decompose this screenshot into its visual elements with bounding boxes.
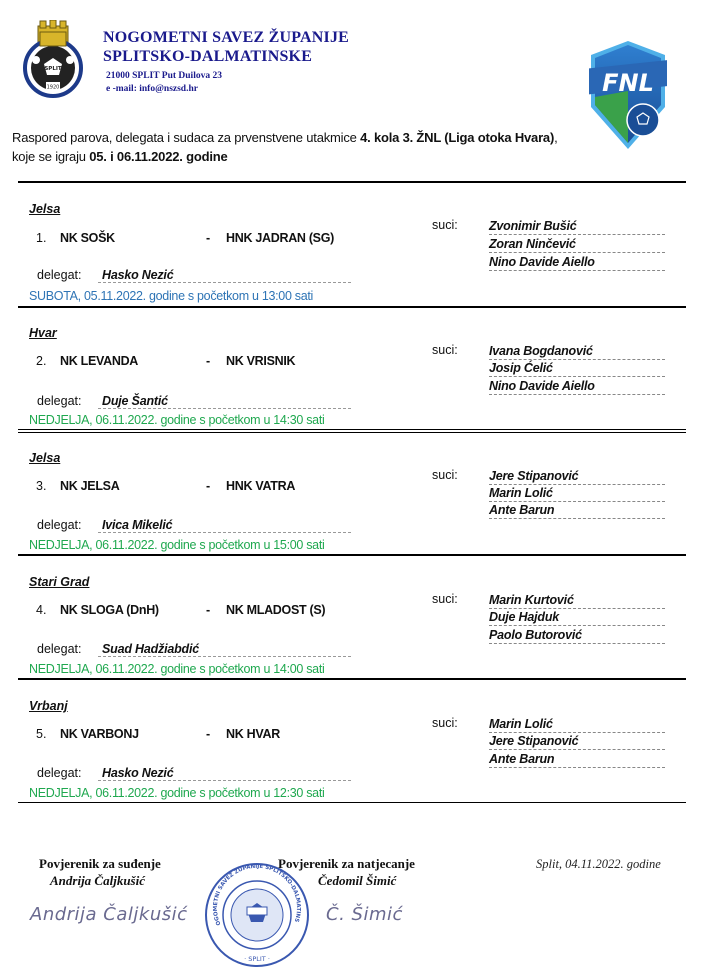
match-number: 3. [36, 479, 47, 493]
match-number: 5. [36, 727, 47, 741]
referee-name: Jere Stipanović [489, 468, 665, 485]
intro-round-league: 4. kola 3. ŽNL (Liga otoka Hvara) [360, 130, 555, 145]
referee-commissioner-name: Andrija Čaljkušić [50, 873, 145, 888]
match-separator: - [206, 354, 211, 368]
stamp-city: · SPLIT · [244, 955, 270, 963]
referees-label: suci: [432, 716, 458, 730]
referee-name: Jere Stipanović [489, 733, 665, 750]
intro-dates: 05. i 06.11.2022. godine [89, 149, 228, 164]
divider [18, 554, 686, 556]
away-team: HNK JADRAN (SG) [226, 231, 335, 245]
divider [18, 678, 686, 680]
away-team: NK VRISNIK [226, 354, 296, 368]
referee-name: Zoran Ninčević [489, 236, 665, 253]
referee-name: Ante Barun [489, 751, 665, 768]
home-team: NK LEVANDA [60, 354, 139, 368]
fnl-league-logo [583, 35, 673, 155]
crest-text: SPLIT [44, 66, 62, 72]
referee-commissioner-signature: Andrija Čaljkušić [30, 904, 188, 925]
match-venue: Vrbanj [29, 699, 68, 713]
organization-name [103, 28, 349, 66]
delegate-label: delegat: [37, 518, 82, 532]
stamp-text: OGOMETNI SAVEZ ŽUPANIJE SPLITSKO-DALMATINS [212, 863, 302, 927]
delegate-label: delegat: [37, 394, 82, 408]
home-team: NK SLOGA (DnH) [60, 603, 159, 617]
delegate-label: delegat: [37, 642, 82, 656]
match-venue: Jelsa [29, 451, 61, 465]
place-and-date: Split, 04.11.2022. godine [536, 857, 661, 871]
competition-commissioner-title: Povjerenik za natjecanje [278, 856, 415, 871]
match-venue: Stari Grad [29, 575, 90, 589]
delegate-name: Duje Šantić [98, 393, 351, 409]
referee-name: Nino Davide Aiello [489, 378, 665, 395]
match-number: 4. [36, 603, 47, 617]
home-team: NK VARBONJ [60, 727, 139, 741]
referee-name: Marin Kurtović [489, 592, 665, 609]
match-separator: - [206, 231, 211, 245]
match-separator: - [206, 603, 211, 617]
home-team: NK JELSA [60, 479, 120, 493]
referees-label: suci: [432, 468, 458, 482]
match-separator: - [206, 727, 211, 741]
competition-commissioner-signature: Č. Šimić [326, 904, 403, 925]
delegate-name: Hasko Nezić [98, 267, 351, 283]
referee-name: Ivana Bogdanović [489, 343, 665, 360]
referee-name: Zvonimir Bušić [489, 218, 665, 235]
referee-commissioner-title: Povjerenik za suđenje [39, 856, 161, 871]
referee-name: Paolo Butorović [489, 627, 665, 644]
home-team: NK SOŠK [60, 231, 115, 245]
divider-bottom [18, 802, 686, 803]
match-datetime: NEDJELJA, 06.11.2022. godine s početkom u 15:00 sati [29, 538, 325, 552]
referee-name: Ante Barun [489, 502, 665, 519]
intro-text-1: Raspored parova, delegata i sudaca za prvenstvene utakmice [12, 130, 361, 145]
delegate-name: Ivica Mikelić [98, 517, 351, 533]
organization-address: 21000 SPLIT Put Duilova 23 [106, 71, 222, 81]
away-team: NK MLADOST (S) [226, 603, 326, 617]
organization-name-line2: SPLITSKO-DALMATINSKE [103, 48, 313, 65]
divider [18, 306, 686, 308]
delegate-label: delegat: [37, 766, 82, 780]
referee-name: Duje Hajduk [489, 609, 665, 626]
referee-name: Nino Davide Aiello [489, 254, 665, 271]
official-stamp [202, 857, 312, 969]
match-datetime: NEDJELJA, 06.11.2022. godine s početkom u 14:00 sati [29, 662, 325, 676]
divider-top [18, 181, 686, 183]
delegate-name: Hasko Nezić [98, 765, 351, 781]
match-datetime: SUBOTA, 05.11.2022. godine s početkom u 13:00 sati [29, 289, 314, 303]
organization-name-line1: NOGOMETNI SAVEZ ŽUPANIJE [103, 29, 350, 46]
match-number: 1. [36, 231, 47, 245]
competition-commissioner-name: Čedomil Šimić [318, 873, 397, 888]
referees-label: suci: [432, 218, 458, 232]
match-number: 2. [36, 354, 47, 368]
intro-paragraph [12, 128, 572, 166]
crest-year: 1920 [46, 84, 60, 91]
referees-label: suci: [432, 343, 458, 357]
match-datetime: NEDJELJA, 06.11.2022. godine s početkom u 12:30 sati [29, 786, 325, 800]
federation-crest-logo [18, 20, 88, 100]
delegate-label: delegat: [37, 268, 82, 282]
match-datetime: NEDJELJA, 06.11.2022. godine s početkom u 14:30 sati [29, 413, 325, 427]
divider-double [18, 429, 686, 430]
match-separator: - [206, 479, 211, 493]
away-team: HNK VATRA [226, 479, 296, 493]
referee-name: Marin Lolić [489, 485, 665, 502]
delegate-name: Suad Hadžiabdić [98, 641, 351, 657]
fnl-logo-text: FNL [602, 69, 654, 97]
intro-text-2: , koje se igraju [12, 130, 558, 164]
match-venue: Jelsa [29, 202, 61, 216]
referee-name: Josip Ćelić [489, 360, 665, 377]
away-team: NK HVAR [226, 727, 280, 741]
organization-contact [106, 70, 222, 96]
referee-name: Marin Lolić [489, 716, 665, 733]
referees-label: suci: [432, 592, 458, 606]
organization-email: e -mail: info@nszsd.hr [106, 84, 198, 94]
match-venue: Hvar [29, 326, 57, 340]
